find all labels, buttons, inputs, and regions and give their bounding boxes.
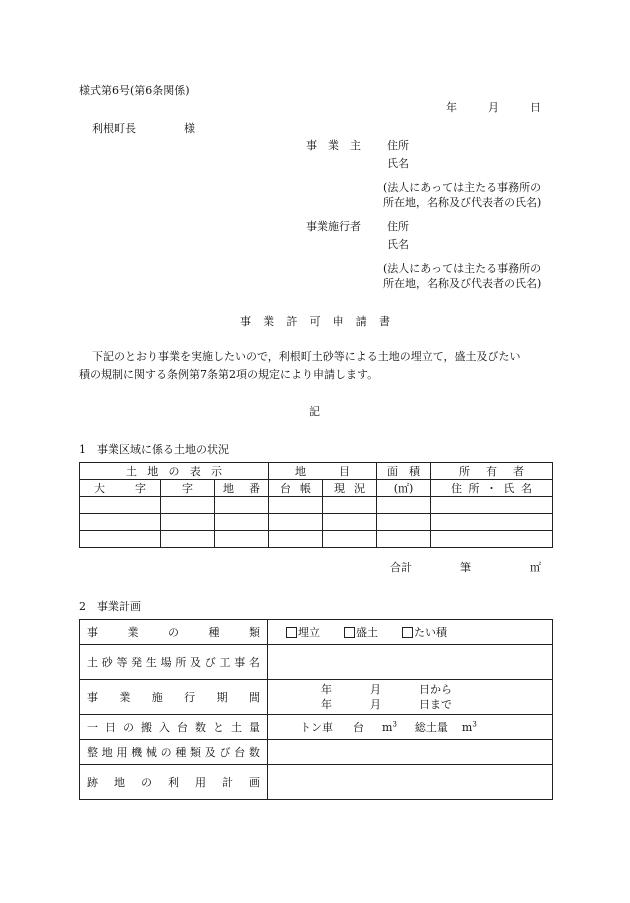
landuse-label: 跡 地 の 利 用 計 画 [80, 765, 268, 800]
plan-row-landuse [80, 765, 553, 800]
soil-source-label: 土 砂 等 発 生 場 所 及 び 工 事 名 [80, 645, 268, 680]
header-land-display: 土 地 の 表 示 [80, 463, 269, 480]
header-oaza: 大 字 [80, 480, 161, 497]
total-label: 合計 [390, 561, 412, 574]
total-area-unit: ㎡ [530, 561, 541, 574]
addressee-honorific: 様 [184, 122, 195, 135]
date-year: 年 [446, 101, 457, 114]
date-line [446, 99, 541, 115]
applicant-role-owner: 事 業 主 [306, 139, 361, 152]
table-row [80, 531, 553, 548]
machinery-label: 整 地 用 機 械 の 種 類 及 び 台 数 [80, 740, 268, 765]
land-table-header-sub [80, 480, 553, 497]
checkbox-landfill-icon[interactable] [286, 627, 297, 638]
section1-heading: 1 事業区域に係る土地の状況 [79, 443, 229, 456]
document-title: 事 業 許 可 申 請 書 [240, 315, 390, 328]
applicant-contractor-note-2: 所在地，名称及び代表者の氏名) [383, 277, 542, 290]
header-chiban: 地 番 [215, 480, 269, 497]
period-label: 事 業 施 行 期 間 [80, 680, 268, 715]
plan-row-type [80, 620, 553, 645]
checkbox-stockpile-icon[interactable] [402, 627, 413, 638]
header-owner-detail: 住 所 ・ 氏 名 [431, 480, 553, 497]
option-embankment[interactable]: 盛土 [344, 624, 378, 640]
table-row [80, 514, 553, 531]
header-area: 面 積 [377, 463, 431, 480]
plan-row-period [80, 680, 553, 715]
applicant-owner-note-2: 所在地，名称及び代表者の氏名) [383, 196, 542, 209]
applicant-owner-name-label: 氏名 [387, 157, 409, 170]
date-day: 日 [530, 101, 541, 114]
header-daicho: 台 帳 [269, 480, 323, 497]
land-table-header-top [80, 463, 553, 480]
applicant-contractor-address-label: 住所 [387, 220, 409, 233]
section2-heading: 2 事業計画 [79, 600, 141, 613]
body-line-1: 下記のとおり事業を実施したいので，利根町土砂等による土地の埋立て，盛土及びたい [92, 350, 521, 363]
business-type-options [268, 620, 553, 645]
applicant-owner-address-label: 住所 [387, 139, 409, 152]
period-from: 年 月 日から [321, 683, 452, 696]
period-field[interactable] [268, 680, 553, 715]
header-aza: 字 [161, 480, 215, 497]
soil-source-field[interactable] [268, 645, 553, 680]
plan-row-daily [80, 715, 553, 740]
period-to: 年 月 日まで [321, 698, 452, 711]
header-owner: 所 有 者 [431, 463, 553, 480]
header-category: 地 目 [269, 463, 377, 480]
machinery-field[interactable] [268, 740, 553, 765]
checkbox-embankment-icon[interactable] [344, 627, 355, 638]
business-type-label: 事 業 の 種 類 [80, 620, 268, 645]
plan-row-source [80, 645, 553, 680]
plan-row-machinery [80, 740, 553, 765]
applicant-contractor-note-1: (法人にあっては主たる事務所の [383, 262, 542, 275]
applicant-role-contractor: 事業施行者 [306, 220, 361, 233]
applicant-contractor-name-label: 氏名 [387, 238, 409, 251]
daily-load-label: 一 日 の 搬 入 台 数 と 土 量 [80, 715, 268, 740]
land-status-table [79, 462, 553, 548]
date-month: 月 [488, 101, 499, 114]
applicant-owner-note-1: (法人にあっては主たる事務所の [383, 181, 542, 194]
body-line-2: 積の規制に関する条例第7条第2項の規定により申請します。 [79, 368, 379, 381]
form-number: 様式第6号(第6条関係) [79, 84, 190, 97]
total-unit-parcels: 筆 [460, 561, 471, 574]
option-landfill[interactable]: 埋立 [286, 624, 320, 640]
ki-heading: 記 [309, 405, 320, 418]
header-area-unit: (㎡) [377, 480, 431, 497]
daily-load-field[interactable]: トン車 台 $m^3$ 総土量 $m^3$ [268, 715, 553, 740]
addressee-name: 利根町長 [92, 122, 136, 135]
header-genkyo: 現 況 [323, 480, 377, 497]
table-row [80, 497, 553, 514]
option-stockpile[interactable]: たい積 [402, 624, 447, 640]
landuse-field[interactable] [268, 765, 553, 800]
business-plan-table [79, 619, 553, 800]
